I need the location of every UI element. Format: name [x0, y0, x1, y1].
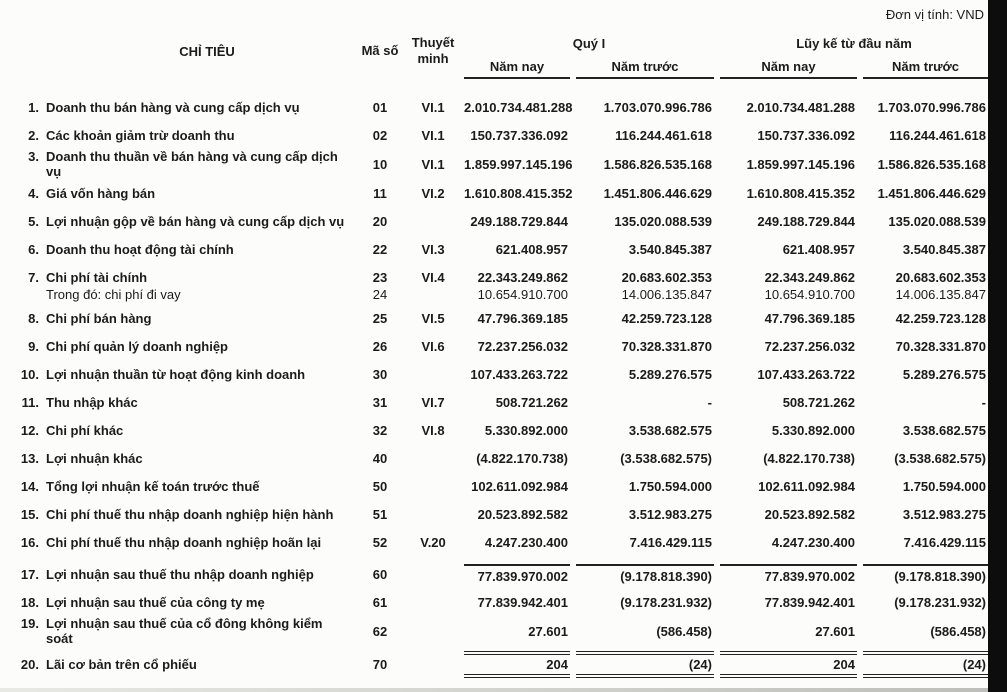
col-header-prior-year: Năm trước	[863, 59, 988, 79]
value-quarter-current: 47.796.369.185	[477, 310, 568, 326]
value-quarter-current: 5.330.892.000	[484, 422, 568, 438]
row-label: Các khoản giảm trừ doanh thu	[46, 127, 235, 143]
table-row	[0, 121, 988, 149]
row-label: Chi phí khác	[46, 422, 124, 438]
value-ytd-current: 77.839.942.401	[764, 594, 855, 610]
value-quarter-prior: 3.512.983.275	[628, 506, 712, 522]
row-number: 19.	[20, 616, 39, 631]
row-code: 60	[372, 566, 388, 582]
row-number: 12.	[20, 422, 39, 438]
value-ytd-current: 27.601	[815, 623, 855, 639]
row-number: 11.	[21, 394, 39, 410]
value-ytd-prior: 42.259.723.128	[895, 310, 986, 326]
row-label: Lợi nhuận gộp về bán hàng và cung cấp dịch vụ	[46, 213, 345, 229]
row-number: 2.	[28, 127, 39, 143]
value-quarter-current: 102.611.092.984	[471, 478, 568, 494]
value-quarter-prior: (586.458)	[656, 623, 712, 639]
unit-label: Đơn vị tính: VND	[885, 7, 984, 22]
row-number: 16.	[20, 534, 39, 550]
value-ytd-prior: (24)	[863, 651, 988, 678]
row-label: Doanh thu thuần về bán hàng và cung cấp dịch vụ	[46, 149, 338, 179]
value-quarter-current: 22.343.249.862	[477, 269, 568, 285]
value-quarter-current: 204	[464, 651, 570, 678]
value-quarter-prior: -	[707, 394, 712, 410]
col-header-current-year: Năm nay	[464, 59, 570, 79]
subvalue-quarter-current: 10.654.910.700	[477, 287, 568, 302]
row-label: Lợi nhuận thuần từ hoạt động kinh doanh	[46, 366, 306, 382]
value-ytd-current: 20.523.892.582	[764, 506, 855, 522]
row-note: VI.5	[421, 310, 445, 326]
value-quarter-prior: 5.289.276.575	[628, 366, 712, 382]
value-quarter-prior: (24)	[576, 651, 714, 678]
row-code: 51	[372, 506, 388, 522]
row-note: VI.2	[421, 185, 445, 201]
scan-border-right	[988, 0, 1007, 692]
row-number: 4.	[28, 185, 39, 201]
value-ytd-prior: (9.178.818.390)	[863, 564, 988, 584]
row-label: Lợi nhuận sau thuế của công ty mẹ	[46, 594, 265, 610]
row-label: Chi phí bán hàng	[46, 310, 152, 326]
row-label: Chi phí thuế thu nhập doanh nghiệp hiện hành	[46, 506, 334, 522]
row-code: 26	[372, 338, 388, 354]
table-row	[0, 416, 988, 444]
table-row	[0, 500, 988, 528]
table-row	[0, 560, 988, 588]
table-row	[0, 207, 988, 235]
row-code: 32	[372, 422, 388, 438]
value-ytd-prior: 3.538.682.575	[902, 422, 986, 438]
col-group-quarter-1: Quý I	[572, 36, 606, 51]
row-number: 13.	[20, 450, 39, 466]
scan-edge-bottom	[0, 688, 988, 692]
value-ytd-prior: 3.540.845.387	[902, 241, 986, 257]
value-ytd-current: 621.408.957	[782, 241, 855, 257]
value-quarter-prior: 3.538.682.575	[628, 422, 712, 438]
row-code: 02	[372, 127, 388, 143]
row-number: 3.	[28, 149, 39, 164]
value-ytd-current: 1.859.997.145.196	[746, 156, 855, 172]
row-code: 70	[372, 657, 388, 672]
row-label: Chi phí tài chính	[46, 269, 148, 285]
value-quarter-current: 77.839.942.401	[477, 594, 568, 610]
row-number: 14.	[20, 478, 39, 494]
row-label: Giá vốn hàng bán	[46, 185, 156, 201]
row-number: 17.	[20, 566, 39, 582]
value-ytd-current: 204	[720, 651, 857, 678]
value-quarter-prior: 7.416.429.115	[629, 534, 712, 550]
row-label: Thu nhập khác	[46, 394, 138, 410]
value-quarter-current: 1.859.997.145.196	[464, 156, 573, 172]
value-quarter-prior: 70.328.331.870	[621, 338, 712, 354]
table-row	[0, 149, 988, 179]
table-row	[0, 528, 988, 556]
value-ytd-prior: 20.683.602.353	[895, 269, 986, 285]
row-code: 50	[372, 478, 388, 494]
subvalue-quarter-prior: 14.006.135.847	[621, 287, 712, 302]
row-code: 62	[372, 623, 388, 639]
value-quarter-current: 72.237.256.032	[477, 338, 568, 354]
value-ytd-prior: 7.416.429.115	[903, 534, 986, 550]
row-code: 10	[372, 156, 388, 172]
row-label: Tổng lợi nhuận kế toán trước thuế	[46, 478, 260, 494]
row-number: 6.	[28, 241, 39, 257]
value-quarter-prior: 1.451.806.446.629	[603, 185, 712, 201]
row-number: 10.	[20, 366, 39, 382]
subvalue-ytd-current: 10.654.910.700	[764, 287, 855, 302]
table-row	[0, 388, 988, 416]
value-quarter-prior: 1.750.594.000	[628, 478, 712, 494]
value-ytd-current: 150.737.336.092	[757, 127, 855, 143]
row-code: 22	[372, 241, 388, 257]
row-number: 8.	[28, 310, 39, 326]
row-label: Chi phí thuế thu nhập doanh nghiệp hoãn lại	[46, 534, 322, 550]
value-ytd-prior: (586.458)	[930, 623, 986, 639]
row-label: Doanh thu bán hàng và cung cấp dịch vụ	[46, 99, 300, 115]
value-ytd-current: 2.010.734.481.288	[746, 99, 855, 115]
row-label: Doanh thu hoạt động tài chính	[46, 241, 234, 257]
row-number: 7.	[28, 269, 39, 285]
value-ytd-prior: -	[981, 394, 986, 410]
value-quarter-prior: 3.540.845.387	[628, 241, 712, 257]
value-ytd-current: 102.611.092.984	[758, 478, 855, 494]
row-number: 15.	[20, 506, 39, 522]
value-quarter-prior: (3.538.682.575)	[620, 450, 712, 466]
value-quarter-prior: 116.244.461.618	[615, 127, 712, 143]
row-number: 20.	[20, 657, 39, 672]
value-ytd-prior: (9.178.231.932)	[894, 594, 986, 610]
value-quarter-prior: 1.703.070.996.786	[603, 99, 712, 115]
row-note: VI.4	[421, 269, 445, 285]
table-row	[0, 93, 988, 121]
row-label: Lợi nhuận sau thuế thu nhập doanh nghiệp	[46, 566, 314, 582]
value-quarter-current: 77.839.970.002	[464, 564, 570, 584]
table-row	[0, 304, 988, 332]
row-note: VI.7	[421, 394, 445, 410]
col-header-items: CHỈ TIÊU	[179, 43, 235, 59]
row-note: VI.8	[421, 422, 445, 438]
table-row	[0, 263, 988, 304]
col-header-code: Mã số	[361, 42, 399, 58]
value-ytd-current: (4.822.170.738)	[763, 450, 855, 466]
table-row	[0, 649, 988, 680]
value-ytd-current: 107.433.263.722	[757, 366, 855, 382]
row-label: Lãi cơ bản trên cổ phiếu	[46, 657, 197, 672]
row-note: VI.1	[421, 99, 445, 115]
value-ytd-current: 77.839.970.002	[720, 564, 857, 584]
value-quarter-current: 4.247.230.400	[484, 534, 568, 550]
row-number: 5.	[28, 213, 39, 229]
table-row	[0, 472, 988, 500]
row-code: 40	[372, 450, 388, 466]
value-ytd-prior: 5.289.276.575	[902, 366, 986, 382]
value-quarter-prior: (9.178.818.390)	[576, 564, 714, 584]
col-header-prior-year: Năm trước	[576, 59, 714, 79]
value-ytd-current: 508.721.262	[782, 394, 855, 410]
value-quarter-prior: 1.586.826.535.168	[603, 156, 712, 172]
row-subcode: 24	[372, 287, 388, 302]
value-ytd-prior: 116.244.461.618	[889, 127, 986, 143]
value-quarter-current: 621.408.957	[495, 241, 568, 257]
table-row	[0, 588, 988, 616]
table-body	[0, 93, 988, 680]
value-quarter-prior: 42.259.723.128	[621, 310, 712, 326]
row-sublabel: Trong đó: chi phí đi vay	[46, 287, 181, 302]
value-ytd-prior: 1.586.826.535.168	[877, 156, 986, 172]
value-ytd-prior: 3.512.983.275	[902, 506, 986, 522]
value-ytd-prior: 70.328.331.870	[895, 338, 986, 354]
row-note: VI.3	[421, 241, 445, 257]
value-quarter-current: (4.822.170.738)	[476, 450, 568, 466]
value-quarter-current: 150.737.336.092	[470, 127, 568, 143]
row-note: V.20	[420, 534, 446, 550]
row-label: Lợi nhuận sau thuế của cổ đông không kiểm soát	[46, 616, 323, 646]
value-quarter-current: 27.601	[528, 623, 568, 639]
row-number: 1.	[28, 99, 39, 115]
value-quarter-current: 20.523.892.582	[477, 506, 568, 522]
row-label: Chi phí quản lý doanh nghiệp	[46, 338, 228, 354]
subvalue-ytd-prior: 14.006.135.847	[895, 287, 986, 302]
row-note: VI.1	[421, 156, 445, 172]
value-quarter-prior: (9.178.231.932)	[620, 594, 712, 610]
value-quarter-current: 107.433.263.722	[470, 366, 568, 382]
row-code: 61	[372, 594, 388, 610]
table-row	[0, 444, 988, 472]
col-header-current-year: Năm nay	[720, 59, 857, 79]
value-ytd-current: 72.237.256.032	[764, 338, 855, 354]
table-header	[0, 23, 988, 79]
value-ytd-current: 47.796.369.185	[764, 310, 855, 326]
row-code: 31	[372, 394, 388, 410]
value-quarter-current: 508.721.262	[495, 394, 568, 410]
row-code: 25	[372, 310, 388, 326]
table-row	[0, 360, 988, 388]
row-number: 18.	[20, 594, 39, 610]
value-ytd-current: 249.188.729.844	[757, 213, 855, 229]
row-note: VI.1	[421, 127, 445, 143]
value-ytd-prior: 1.451.806.446.629	[877, 185, 986, 201]
value-ytd-current: 1.610.808.415.352	[746, 185, 855, 201]
col-header-note: Thuyết minh	[411, 34, 455, 66]
value-ytd-prior: (3.538.682.575)	[894, 450, 986, 466]
value-quarter-prior: 135.020.088.539	[614, 213, 712, 229]
value-ytd-current: 22.343.249.862	[764, 269, 855, 285]
row-note: VI.6	[421, 338, 445, 354]
value-quarter-current: 2.010.734.481.288	[464, 99, 573, 115]
row-code: 11	[373, 185, 387, 201]
value-ytd-current: 5.330.892.000	[771, 422, 855, 438]
row-code: 20	[372, 213, 388, 229]
row-code: 30	[372, 366, 388, 382]
row-code: 23	[372, 269, 388, 285]
col-group-ytd: Lũy kế từ đầu năm	[796, 36, 912, 51]
value-ytd-current: 4.247.230.400	[771, 534, 855, 550]
row-label: Lợi nhuận khác	[46, 450, 143, 466]
row-code: 52	[372, 534, 388, 550]
value-quarter-current: 249.188.729.844	[470, 213, 568, 229]
value-ytd-prior: 1.750.594.000	[902, 478, 986, 494]
table-row	[0, 616, 988, 646]
value-ytd-prior: 135.020.088.539	[888, 213, 986, 229]
row-code: 01	[372, 99, 388, 115]
value-quarter-prior: 20.683.602.353	[621, 269, 712, 285]
value-ytd-prior: 1.703.070.996.786	[877, 99, 986, 115]
table-row	[0, 235, 988, 263]
table-row	[0, 179, 988, 207]
value-quarter-current: 1.610.808.415.352	[464, 185, 573, 201]
row-number: 9.	[28, 338, 39, 354]
table-row	[0, 332, 988, 360]
